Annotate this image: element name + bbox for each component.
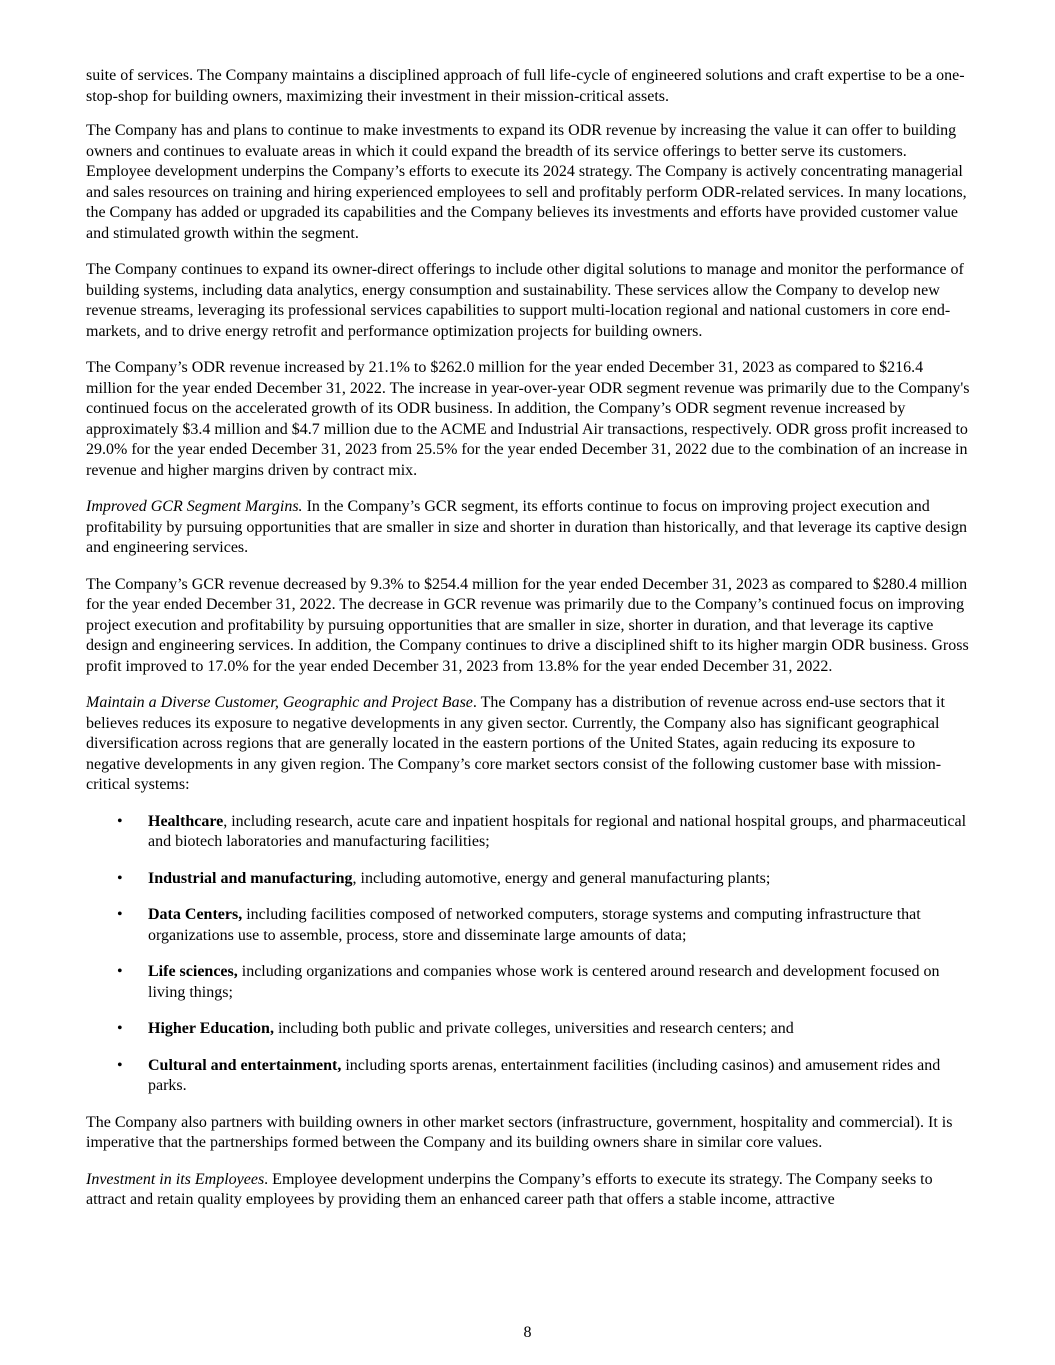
- paragraph-other-partners: The Company also partners with building owners in other market sectors (infrastructure, government, hospitality and commercial). It is imperative that the partnerships formed between the Company and its building owners share in similar core values.: [86, 1113, 953, 1151]
- list-item: [86, 905, 970, 946]
- heading-diverse-base: Maintain a Diverse Customer, Geographic and Project Base: [86, 694, 473, 711]
- sector-description: , including research, acute care and inpatient hospitals for regional and national hospital groups, and pharmaceutical and biotech laboratories and manufacturing facilities;: [148, 812, 967, 850]
- paragraph-diverse-base: [86, 693, 970, 796]
- paragraph-digital-solutions: The Company continues to expand its owner-direct offerings to include other digital solutions to manage and monitor the performance of building systems, including data analytics, energy consumption and sustainability. These services allow the Company to develop new revenue streams, leveraging its professional services capabilities to support multi-location regional and national customers in core end-markets, and to drive energy retrofit and performance optimization projects for building owners.: [86, 261, 964, 340]
- page-number: 8: [523, 1324, 532, 1341]
- sector-description: including sports arenas, entertainment facilities (including casinos) and amusement rides and parks.: [148, 1056, 941, 1094]
- paragraph-employees: [86, 1170, 970, 1211]
- sector-term: Life sciences,: [148, 963, 238, 980]
- sector-description: including both public and private colleges, universities and research centers; and: [273, 1020, 794, 1037]
- paragraph-odr-investments: The Company has and plans to continue to make investments to expand its ODR revenue by increasing the value it can offer to building owners and continues to evaluate areas in which it could expand the breadth of its service offerings to better serve its customers. Employee development underpins the Company’s efforts to execute its 2024 strategy. The Company is actively concentrating managerial and sales resources on training and hiring experienced employees to sell and profitably perform ODR-related services. In many locations, the Company has added or upgraded its capabilities and the Company believes its investments and efforts have provided customer value and stimulated growth within the segment.: [86, 122, 967, 242]
- sector-term: Cultural and entertainment,: [148, 1056, 342, 1074]
- paragraph-gcr-revenue: The Company’s GCR revenue decreased by 9.3% to $254.4 million for the year ended December 31, 2023 as compared to $280.4 million for the year ended December 31, 2022. The decrease in GCR revenue was primarily due to the Company’s continued focus on improving project execution and profitability by pursuing opportunities that are smaller in size, shorter in duration, and that leverage its captive design and engineering services. In addition, the Company continues to drive a disciplined shift to its higher margin ODR business. Gross profit improved to 17.0% for the year ended December 31, 2023 from 13.8% for the year ended December 31, 2022.: [86, 575, 969, 675]
- employees-body: . Employee development underpins the Company’s efforts to execute its strategy. The Company seeks to attract and retain quality employees by providing them an enhanced career path that offers a stable income, attractive: [86, 1170, 933, 1208]
- sector-term: Industrial and manufacturing: [148, 869, 353, 887]
- list-item: [86, 812, 970, 853]
- sector-description: including facilities composed of networked computers, storage systems and computing infrastructure that organizations use to assemble, process, store and disseminate large amounts of data;: [148, 906, 921, 944]
- bullet-icon: •: [117, 812, 123, 830]
- gcr-margins-body: In the Company’s GCR segment, its efforts continue to focus on improving project execution and profitability by pursuing opportunities that are smaller in size and shorter in duration than historically, and that leverage its captive design and engineering services.: [86, 498, 967, 556]
- heading-employees: Investment in its Employees: [86, 1170, 265, 1188]
- paragraph-services-intro: suite of services. The Company maintains a disciplined approach of full life-cycle of engineered solutions and craft expertise to be a one-stop-shop for building owners, maximizing their investment in their mission-critical assets.: [86, 67, 965, 105]
- list-item: [86, 1056, 970, 1097]
- bullet-icon: •: [117, 906, 123, 923]
- list-item: [86, 869, 970, 890]
- sector-list: [86, 812, 970, 1097]
- bullet-icon: •: [117, 963, 123, 980]
- sector-term: Data Centers,: [148, 906, 243, 923]
- sector-term: Healthcare: [148, 812, 224, 830]
- bullet-icon: •: [117, 869, 123, 887]
- document-body: [86, 66, 970, 1227]
- bullet-icon: •: [117, 1020, 123, 1037]
- paragraph-gcr-margins: [86, 497, 970, 559]
- list-item: [86, 1019, 970, 1040]
- paragraph-odr-revenue: The Company’s ODR revenue increased by 21.1% to $262.0 million for the year ended December 31, 2023 as compared to $216.4 million for the year ended December 31, 2022. The increase in year-over-year ODR segment revenue was primarily due to the Company's continued focus on the accelerated growth of its ODR business. In addition, the Company’s ODR segment revenue increased by approximately $3.4 million and $4.7 million due to the ACME and Industrial Air transactions, respectively. ODR gross profit increased to 29.0% for the year ended December 31, 2023 from 25.5% for the year ended December 31, 2022 due to the combination of an increase in revenue and higher margins driven by contract mix.: [86, 359, 970, 479]
- heading-gcr-margins: Improved GCR Segment Margins.: [86, 498, 303, 515]
- sector-description: including organizations and companies whose work is centered around research and development focused on living things;: [148, 963, 940, 1001]
- sector-term: Higher Education,: [148, 1020, 274, 1037]
- sector-description: , including automotive, energy and general manufacturing plants;: [352, 869, 771, 887]
- diverse-base-body: . The Company has a distribution of revenue across end-use sectors that it believes reduces its exposure to negative developments in any given sector. Currently, the Company also has significant geographical diversification across regions that are generally located in the eastern portions of the United States, again reducing its exposure to negative developments in any given region. The Company’s core market sectors consist of the following customer base with mission-critical systems:: [86, 694, 945, 793]
- bullet-icon: •: [117, 1056, 123, 1074]
- list-item: [86, 962, 970, 1003]
